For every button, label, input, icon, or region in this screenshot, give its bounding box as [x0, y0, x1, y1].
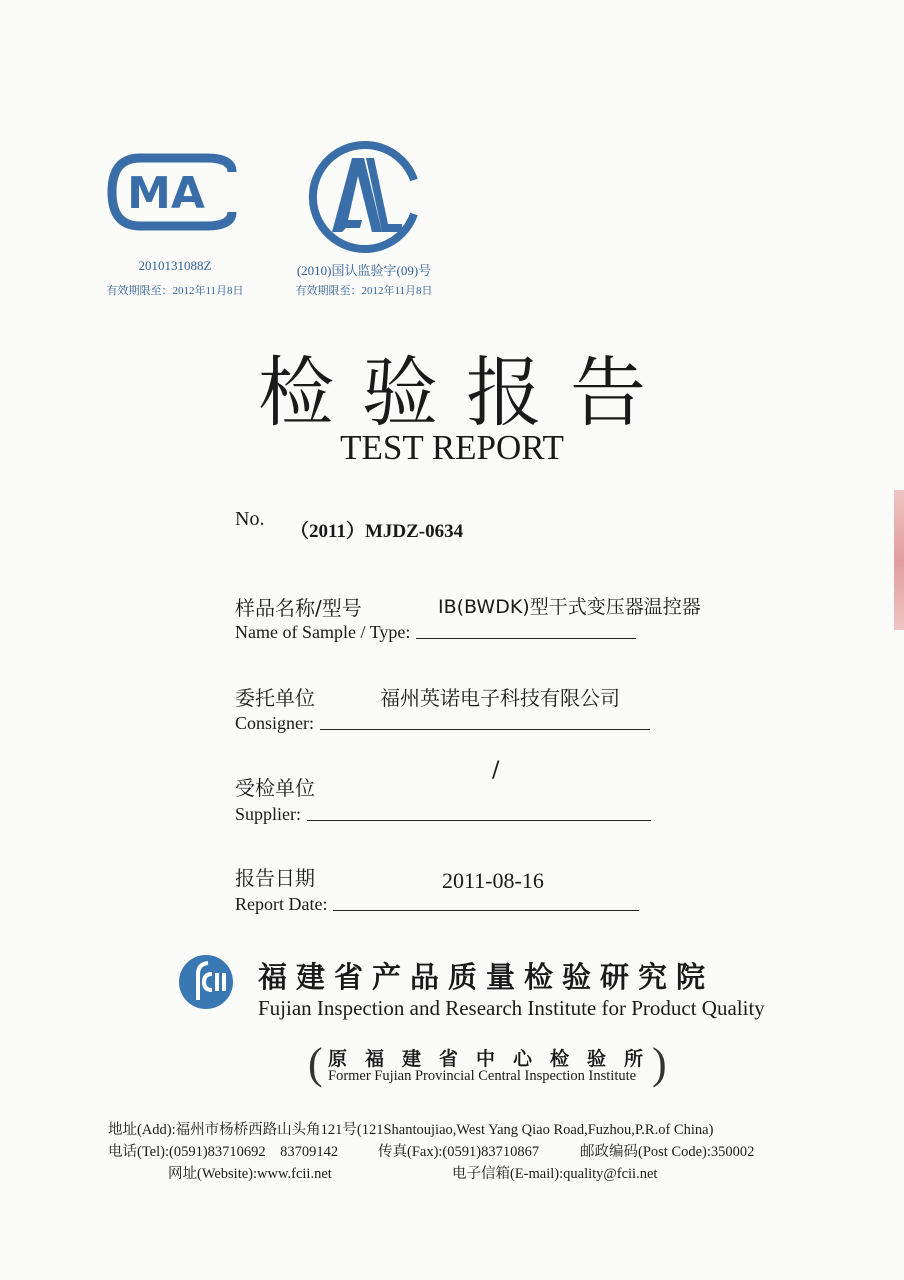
underline [333, 910, 639, 911]
report-date-value: 2011-08-16 [442, 868, 544, 893]
consigner-label-en [235, 713, 650, 734]
footer-fax: 传真(Fax):(0591)83710867 [378, 1144, 540, 1160]
sample-label-en [235, 622, 636, 643]
sample-label-cn: 样品名称/型号 [235, 596, 362, 620]
report-date-label-en [235, 894, 639, 915]
report-no-label: No. [235, 508, 265, 530]
cma-number: 2010131088Z [138, 258, 212, 273]
former-name-en: Former Fujian Provincial Central Inspection Institute [328, 1068, 637, 1084]
footer-tel: 电话(Tel):(0591)83710692 83709142 [108, 1144, 339, 1160]
institute-name-en: Fujian Inspection and Research Institute for Product Quality [258, 996, 765, 1020]
consigner-value: 福州英诺电子科技有限公司 [380, 686, 620, 710]
supplier-label-cn: 受检单位 [235, 776, 315, 800]
supplier-value: / [492, 758, 500, 783]
footer-email: 电子信箱(E-mail):quality@fcii.net [452, 1166, 658, 1182]
consigner-label-en-text: Consigner: [235, 713, 314, 733]
cma-validity: 有效期限至：2012年11月8日 [106, 285, 244, 297]
report-no-value: （2011）MJDZ-0634 [290, 521, 464, 542]
underline [307, 820, 651, 821]
cal-number: (2010)国认监验字(09)号 [296, 263, 432, 278]
footer-address: 地址(Add):福州市杨桥西路山头角121号(121Shantoujiao,West Yang Qiao Road,Fuzhou,P.R.of China) [108, 1122, 714, 1138]
footer-website: 网址(Website):www.fcii.net [168, 1166, 332, 1182]
fcii-logo [178, 954, 234, 1010]
consigner-label-cn: 委托单位 [235, 686, 315, 710]
svg-text:MA: MA [127, 168, 205, 219]
title-cn: 检验报告 [258, 348, 674, 437]
title-en: TEST REPORT [340, 428, 564, 467]
underline [320, 729, 650, 730]
underline [416, 638, 636, 639]
cal-validity: 有效期限至：2012年11月8日 [295, 285, 433, 297]
sample-label-en-text: Name of Sample / Type: [235, 622, 411, 642]
former-name-cn: 原福建省中心检验所 [328, 1048, 662, 1070]
stamp-edge [894, 490, 904, 630]
report-date-label-en-text: Report Date: [235, 894, 328, 914]
cma-logo [106, 152, 240, 232]
paren-right: ) [652, 1039, 667, 1088]
cal-logo [302, 140, 424, 254]
paren-left: ( [308, 1039, 323, 1088]
footer-postcode: 邮政编码(Post Code):350002 [580, 1144, 755, 1160]
supplier-label-en [235, 804, 651, 825]
sample-value: IB(BWDK)型干式变压器温控器 [438, 596, 701, 618]
supplier-label-en-text: Supplier: [235, 804, 301, 824]
institute-name-cn: 福建省产品质量检验研究院 [258, 960, 715, 994]
report-date-label-cn: 报告日期 [235, 866, 315, 890]
